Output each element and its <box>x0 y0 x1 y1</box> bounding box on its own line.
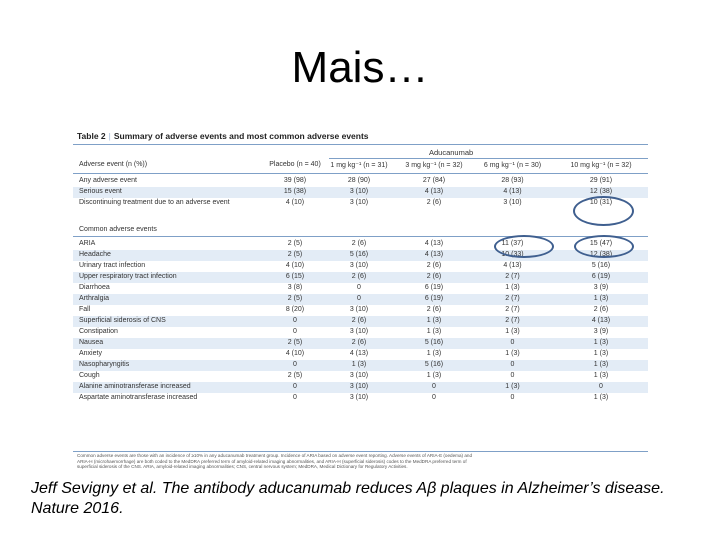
table-row <box>73 239 648 250</box>
row-value: 2 (6) <box>351 240 367 247</box>
row-value: 1 (3) <box>426 317 442 324</box>
table-row <box>73 327 648 338</box>
table-footnote <box>77 453 644 470</box>
row-value: 28 (90) <box>347 177 371 184</box>
row-value: 3 (10) <box>349 306 369 313</box>
row-value: 3 (10) <box>503 199 522 206</box>
table-figure <box>73 128 648 468</box>
citation-line-2: Nature 2016. <box>31 500 124 517</box>
row-value: 2 (6) <box>351 317 367 324</box>
highlight-ellipse-discontinuation-10mg <box>573 196 634 226</box>
row-value: 1 (3) <box>426 372 442 379</box>
row-value: 3 (10) <box>349 328 369 335</box>
row-value: 0 <box>510 394 515 401</box>
row-value: 1 (3) <box>505 383 520 390</box>
row-label: ARIA <box>79 240 96 247</box>
table-title-separator: | <box>108 131 111 141</box>
row-value: 3 (8) <box>287 284 303 291</box>
row-value: 0 <box>293 361 297 368</box>
table-row <box>73 198 648 209</box>
table-row <box>73 187 648 198</box>
row-value: 0 <box>510 372 515 379</box>
column-header-placebo: Placebo (n = 40) <box>269 161 321 168</box>
table-row <box>73 349 648 360</box>
row-value: 0 <box>293 383 297 390</box>
row-label: Urinary tract infection <box>79 262 146 269</box>
row-value: 12 (38) <box>589 251 613 258</box>
row-value: 2 (7) <box>505 317 520 324</box>
row-label: Any adverse event <box>79 177 137 184</box>
column-header-3mg: 3 mg kg⁻¹ (n = 32) <box>405 162 463 169</box>
row-value: 5 (16) <box>591 262 611 269</box>
table-row <box>73 272 648 283</box>
table-title <box>77 131 369 141</box>
row-value: 28 (93) <box>501 177 524 184</box>
group-header-rule <box>329 158 648 159</box>
row-value: 4 (13) <box>424 188 444 195</box>
citation-line-1: Jeff Sevigny et al. The antibody aducanumab reduces Aβ plaques in Alzheimer’s disease. <box>31 480 665 497</box>
row-value: 6 (15) <box>285 273 305 280</box>
row-value: 15 (38) <box>283 188 307 195</box>
row-label: Arthralgia <box>79 295 109 302</box>
table-row <box>73 338 648 349</box>
row-label: Nasopharyngitis <box>79 361 130 368</box>
row-value: 2 (7) <box>505 295 520 302</box>
group-header-aducanumab: Aducanumab <box>429 148 474 157</box>
row-value: 29 (91) <box>589 177 613 184</box>
row-value: 0 <box>432 383 436 390</box>
row-value: 4 (13) <box>424 251 444 258</box>
row-value: 2 (6) <box>351 339 367 346</box>
row-label: Aspartate aminotransferase increased <box>79 394 198 401</box>
row-label: Upper respiratory tract infection <box>79 273 177 280</box>
row-value: 2 (5) <box>287 339 303 346</box>
row-label: Headache <box>79 251 111 258</box>
row-value: 4 (13) <box>424 240 444 247</box>
row-value: 6 (19) <box>424 284 444 291</box>
table-row <box>73 283 648 294</box>
row-value: 3 (9) <box>593 284 609 291</box>
section-rule <box>73 236 648 237</box>
row-label: Serious event <box>79 188 122 195</box>
column-header-6mg: 6 mg kg⁻¹ (n = 30) <box>483 162 542 169</box>
table-row <box>73 250 648 261</box>
row-value: 2 (5) <box>287 372 303 379</box>
row-value: 5 (16) <box>424 361 444 368</box>
column-header-adverse-event: Adverse event (n (%)) <box>79 161 148 168</box>
row-label: Fall <box>79 306 91 313</box>
row-value: 4 (13) <box>591 317 611 324</box>
row-value: 2 (5) <box>287 240 303 247</box>
row-value: 3 (10) <box>349 199 369 206</box>
row-value: 2 (5) <box>287 295 303 302</box>
row-label: Superficial siderosis of CNS <box>79 317 166 324</box>
row-value: 1 (3) <box>593 394 609 401</box>
row-value: 3 (9) <box>593 328 609 335</box>
column-header-10mg: 10 mg kg⁻¹ (n = 32) <box>570 162 632 169</box>
table-row <box>73 360 648 371</box>
row-value: 2 (6) <box>351 273 367 280</box>
row-value: 39 (98) <box>283 177 307 184</box>
row-value: 0 <box>357 295 361 302</box>
row-value: 10 (31) <box>589 199 613 206</box>
table-title-text: Summary of adverse events and most common adverse events <box>113 131 369 141</box>
row-value: 3 (10) <box>349 383 369 390</box>
row-value: 1 (3) <box>593 295 609 302</box>
row-value: 1 (3) <box>593 350 609 357</box>
column-header-1mg: 1 mg kg⁻¹ (n = 31) <box>330 162 388 169</box>
row-value: 1 (3) <box>505 284 520 291</box>
row-value: 1 (3) <box>593 372 609 379</box>
highlight-ellipse-aria-6mg <box>494 235 554 258</box>
row-value: 4 (10) <box>285 350 305 357</box>
row-value: 0 <box>599 383 603 390</box>
row-value: 0 <box>293 328 297 335</box>
slide-title: Mais… <box>291 43 429 92</box>
column-header-row <box>73 161 648 172</box>
table-row <box>73 261 648 272</box>
row-value: 10 (33) <box>501 251 524 258</box>
table-row <box>73 371 648 382</box>
row-label: Cough <box>79 372 100 379</box>
row-value: 6 (19) <box>591 273 611 280</box>
row-label: Nausea <box>79 339 104 346</box>
row-value: 1 (3) <box>593 339 609 346</box>
row-value: 1 (3) <box>351 361 367 368</box>
row-label: Alanine aminotransferase increased <box>79 383 191 390</box>
row-label: Anxiety <box>79 350 102 357</box>
row-value: 2 (7) <box>505 273 520 280</box>
header-rule <box>73 173 648 174</box>
section-header-common-events: Common adverse events <box>79 226 157 233</box>
row-value: 1 (3) <box>426 328 442 335</box>
table-row <box>73 393 648 404</box>
row-value: 0 <box>293 394 297 401</box>
row-value: 11 (37) <box>501 240 524 247</box>
row-value: 3 (10) <box>349 372 369 379</box>
citation-caption <box>31 479 701 519</box>
row-value: 4 (13) <box>503 188 522 195</box>
row-value: 2 (6) <box>426 273 442 280</box>
row-value: 0 <box>510 339 515 346</box>
row-value: 0 <box>510 361 515 368</box>
row-value: 3 (10) <box>349 262 369 269</box>
footnote-line: Common adverse events are those with an incidence of ≥10% in any aducanumab treatment group. Incidence of ARIA based on adverse event reporting. Adverse events of ARIA-E (oedema) and <box>77 453 473 458</box>
table-row <box>73 294 648 305</box>
row-value: 4 (10) <box>285 262 305 269</box>
row-value: 27 (84) <box>422 177 446 184</box>
row-value: 2 (7) <box>505 306 520 313</box>
row-value: 1 (3) <box>505 328 520 335</box>
table-top-rule <box>73 144 648 145</box>
table-row <box>73 316 648 327</box>
row-value: 4 (13) <box>349 350 369 357</box>
row-value: 4 (10) <box>285 199 305 206</box>
row-value: 5 (16) <box>424 339 444 346</box>
row-value: 2 (6) <box>426 199 442 206</box>
table-row <box>73 305 648 316</box>
row-value: 2 (6) <box>426 306 442 313</box>
highlight-ellipse-aria-10mg <box>574 235 634 258</box>
table-row <box>73 382 648 393</box>
row-label: Constipation <box>79 328 118 335</box>
footnote-line: ARIA-H (microhaemorrhage) are both coded to the MedDRA preferred term of amyloid-related imaging abnormalities, and ARIA-H (superficial siderosis) codes to the MedDRA preferred term of <box>77 458 467 464</box>
table-row <box>73 176 648 187</box>
row-value: 15 (47) <box>589 240 613 247</box>
row-value: 0 <box>293 317 297 324</box>
row-value: 12 (38) <box>589 188 613 195</box>
row-value: 1 (3) <box>505 350 520 357</box>
row-value: 5 (16) <box>349 251 369 258</box>
row-value: 3 (10) <box>349 188 369 195</box>
row-value: 8 (20) <box>285 306 305 313</box>
row-value: 2 (6) <box>426 262 442 269</box>
row-value: 3 (10) <box>349 394 369 401</box>
table-bottom-rule <box>73 451 648 452</box>
footnote-line: superficial siderosis of the CNS. ARIA, amyloid-related imaging abnormalities; CNS, central nervous system; MedDRA, Medical Dictionary for Regulatory Activities. <box>77 464 408 470</box>
row-value: 6 (19) <box>424 295 444 302</box>
row-label: Discontinuing treatment due to an adverse event <box>79 199 230 206</box>
row-label: Diarrhoea <box>79 284 110 291</box>
row-value: 0 <box>357 284 361 291</box>
row-value: 1 (3) <box>426 350 442 357</box>
table-number: Table 2 <box>77 131 106 141</box>
row-value: 2 (6) <box>593 306 609 313</box>
row-value: 1 (3) <box>593 361 609 368</box>
row-value: 4 (13) <box>503 262 522 269</box>
row-value: 0 <box>432 394 436 401</box>
row-value: 2 (5) <box>287 251 303 258</box>
